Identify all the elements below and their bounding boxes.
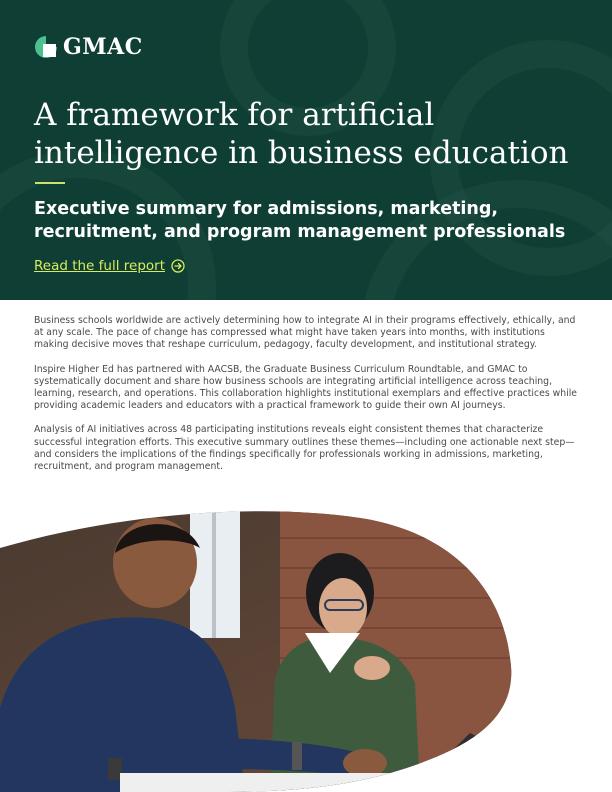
gmac-logo [34,35,143,59]
read-full-report-link[interactable] [34,257,185,275]
gmac-logo-mark-icon [34,35,58,59]
logo-text: GMAC [63,34,143,60]
body-paragraph: Inspire Higher Ed has partnered with AACSB, the Graduate Business Curriculum Roundtable, and GMAC to systematically document and share how business schools are integrating artificial intelligence across teaching, learning, research, and operations. This collaboration highlights institutional exemplars and effective practices while providing academic leaders and educators with a practical framework to guide their own AI journeys. [34,363,578,412]
page-subtitle: Executive summary for admissions, marketing, recruitment, and program management professionals [34,199,566,242]
executive-summary-body [34,315,582,485]
accent-rule [35,182,65,184]
body-paragraph: Analysis of AI initiatives across 48 participating institutions reveals eight consistent themes that characterize successful integration efforts. This executive summary outlines these themes—including one actionable next step—and considers the implications of the findings specifically for professionals working in admissions, marketing, recruitment, and program management. [34,424,575,473]
body-paragraph: Business schools worldwide are actively determining how to integrate AI in their programs effectively, ethically, and at any scale. The pace of change has compressed what might have taken years into months, with institutions making decisive moves that reshape curriculum, pedagogy, faculty development, and institutional strategy. [34,315,576,351]
page-title: A framework for artificial intelligence in business education [34,97,569,171]
hero-banner [0,0,612,300]
read-full-report-label: Read the full report [34,258,165,274]
arrow-circle-right-icon [171,259,185,273]
hero-photo [0,508,612,792]
